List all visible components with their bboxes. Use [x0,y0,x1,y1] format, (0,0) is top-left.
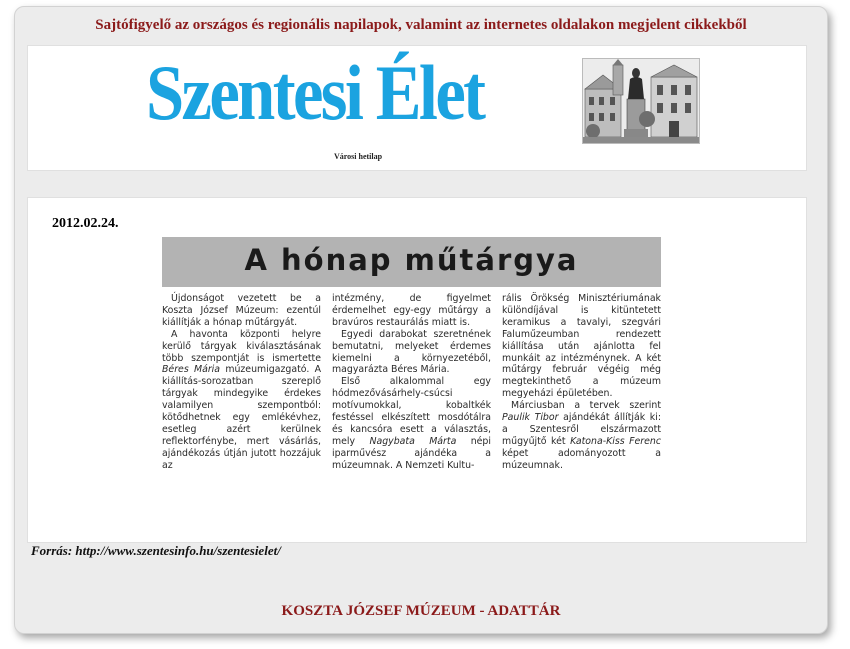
person-name: Nagybata Márta [369,435,457,447]
paragraph [502,400,661,471]
article-column-1 [162,293,321,472]
newspaper-logo: Szentesi Élet [146,49,484,136]
article-column-2 [332,293,491,472]
text-run: múzeumigazgató. A kiállítás-sorozatban szereplő tárgyak mindegyike érdekes valamilyen szempontból: kötődhetnek egy emlékévhez, esetleg azért kerülnek reflektorfénybe, mert vásárlás, ajándékozás útján jutott hozzájuk az [162,364,321,471]
text-run: képet adományozott a múzeumnak. [502,447,661,471]
person-name: Béres Mária [162,364,221,376]
newspaper-subtitle: Városi hetilap [334,152,383,161]
paragraph: rális Örökség Minisztériumának különdíjával is kitüntetett keramikus a tavalyi, szegvári Faluműzeumban rendezett kiállítása után ajánlotta fel munkáit az intézménynek. A két műtárgy február végéig még megtekinthető a múzeum megyeházi épületében. [502,293,661,400]
newspaper-masthead [27,45,807,171]
article-body [162,293,661,472]
paragraph [332,376,491,471]
text-run: népi iparművész ajándéka a múzeumnak. A Nemzeti Kultu- [332,435,491,471]
paragraph: Újdonságot vezetett be a Koszta József Múzeum: ezentúl kiállítják a hónap műtárgyát. [162,293,321,328]
paragraph: intézmény, de figyelmet érdemelhet egy-egy műtárgy a bravúros restaurálás miatt is. [332,293,491,328]
text-run: Márciusban a tervek szerint [511,400,661,412]
headline-bar [162,237,661,287]
text-run: ajándékát állítják ki: a Szentesről elszármazott műgyűjtő két [502,412,661,447]
town-statue-picture [582,58,700,144]
person-name: Paulik Tibor [502,412,559,424]
archive-footer: KOSZTA JÓZSEF MÚZEUM - ADATTÁR [281,603,561,619]
text-run: A havonta központi helyre kerülő tárgyak kiválasztásának több szempontját is ismertette [162,328,321,364]
article-headline: A hónap műtárgya [244,243,579,277]
clipping-frame [14,6,828,634]
text-run: Első alkalommal egy hódmezővásárhely-csúcsi motívumokkal, kobaltkék festéssel elkészített mosdótálra és kancsóra esett a választás, mely [332,376,491,447]
source-link[interactable]: Forrás: http://www.szentesinfo.hu/szentesielet/ [31,543,281,558]
article-column-3 [502,293,661,472]
article-date: 2012.02.24. [52,216,119,231]
article-clipping [27,197,807,543]
person-name: Katona-Kiss Ferenc [570,435,661,447]
paragraph: Egyedi darabokat szeretnének bemutatni, melyeket érdemes kiemelni a környezetéből, magyarázta Béres Mária. [332,328,491,376]
press-monitor-title: Sajtófigyelő az országos és regionális napilapok, valamint az internetes oldalakon megjelent cikkekből [95,17,747,33]
paragraph [162,329,321,472]
